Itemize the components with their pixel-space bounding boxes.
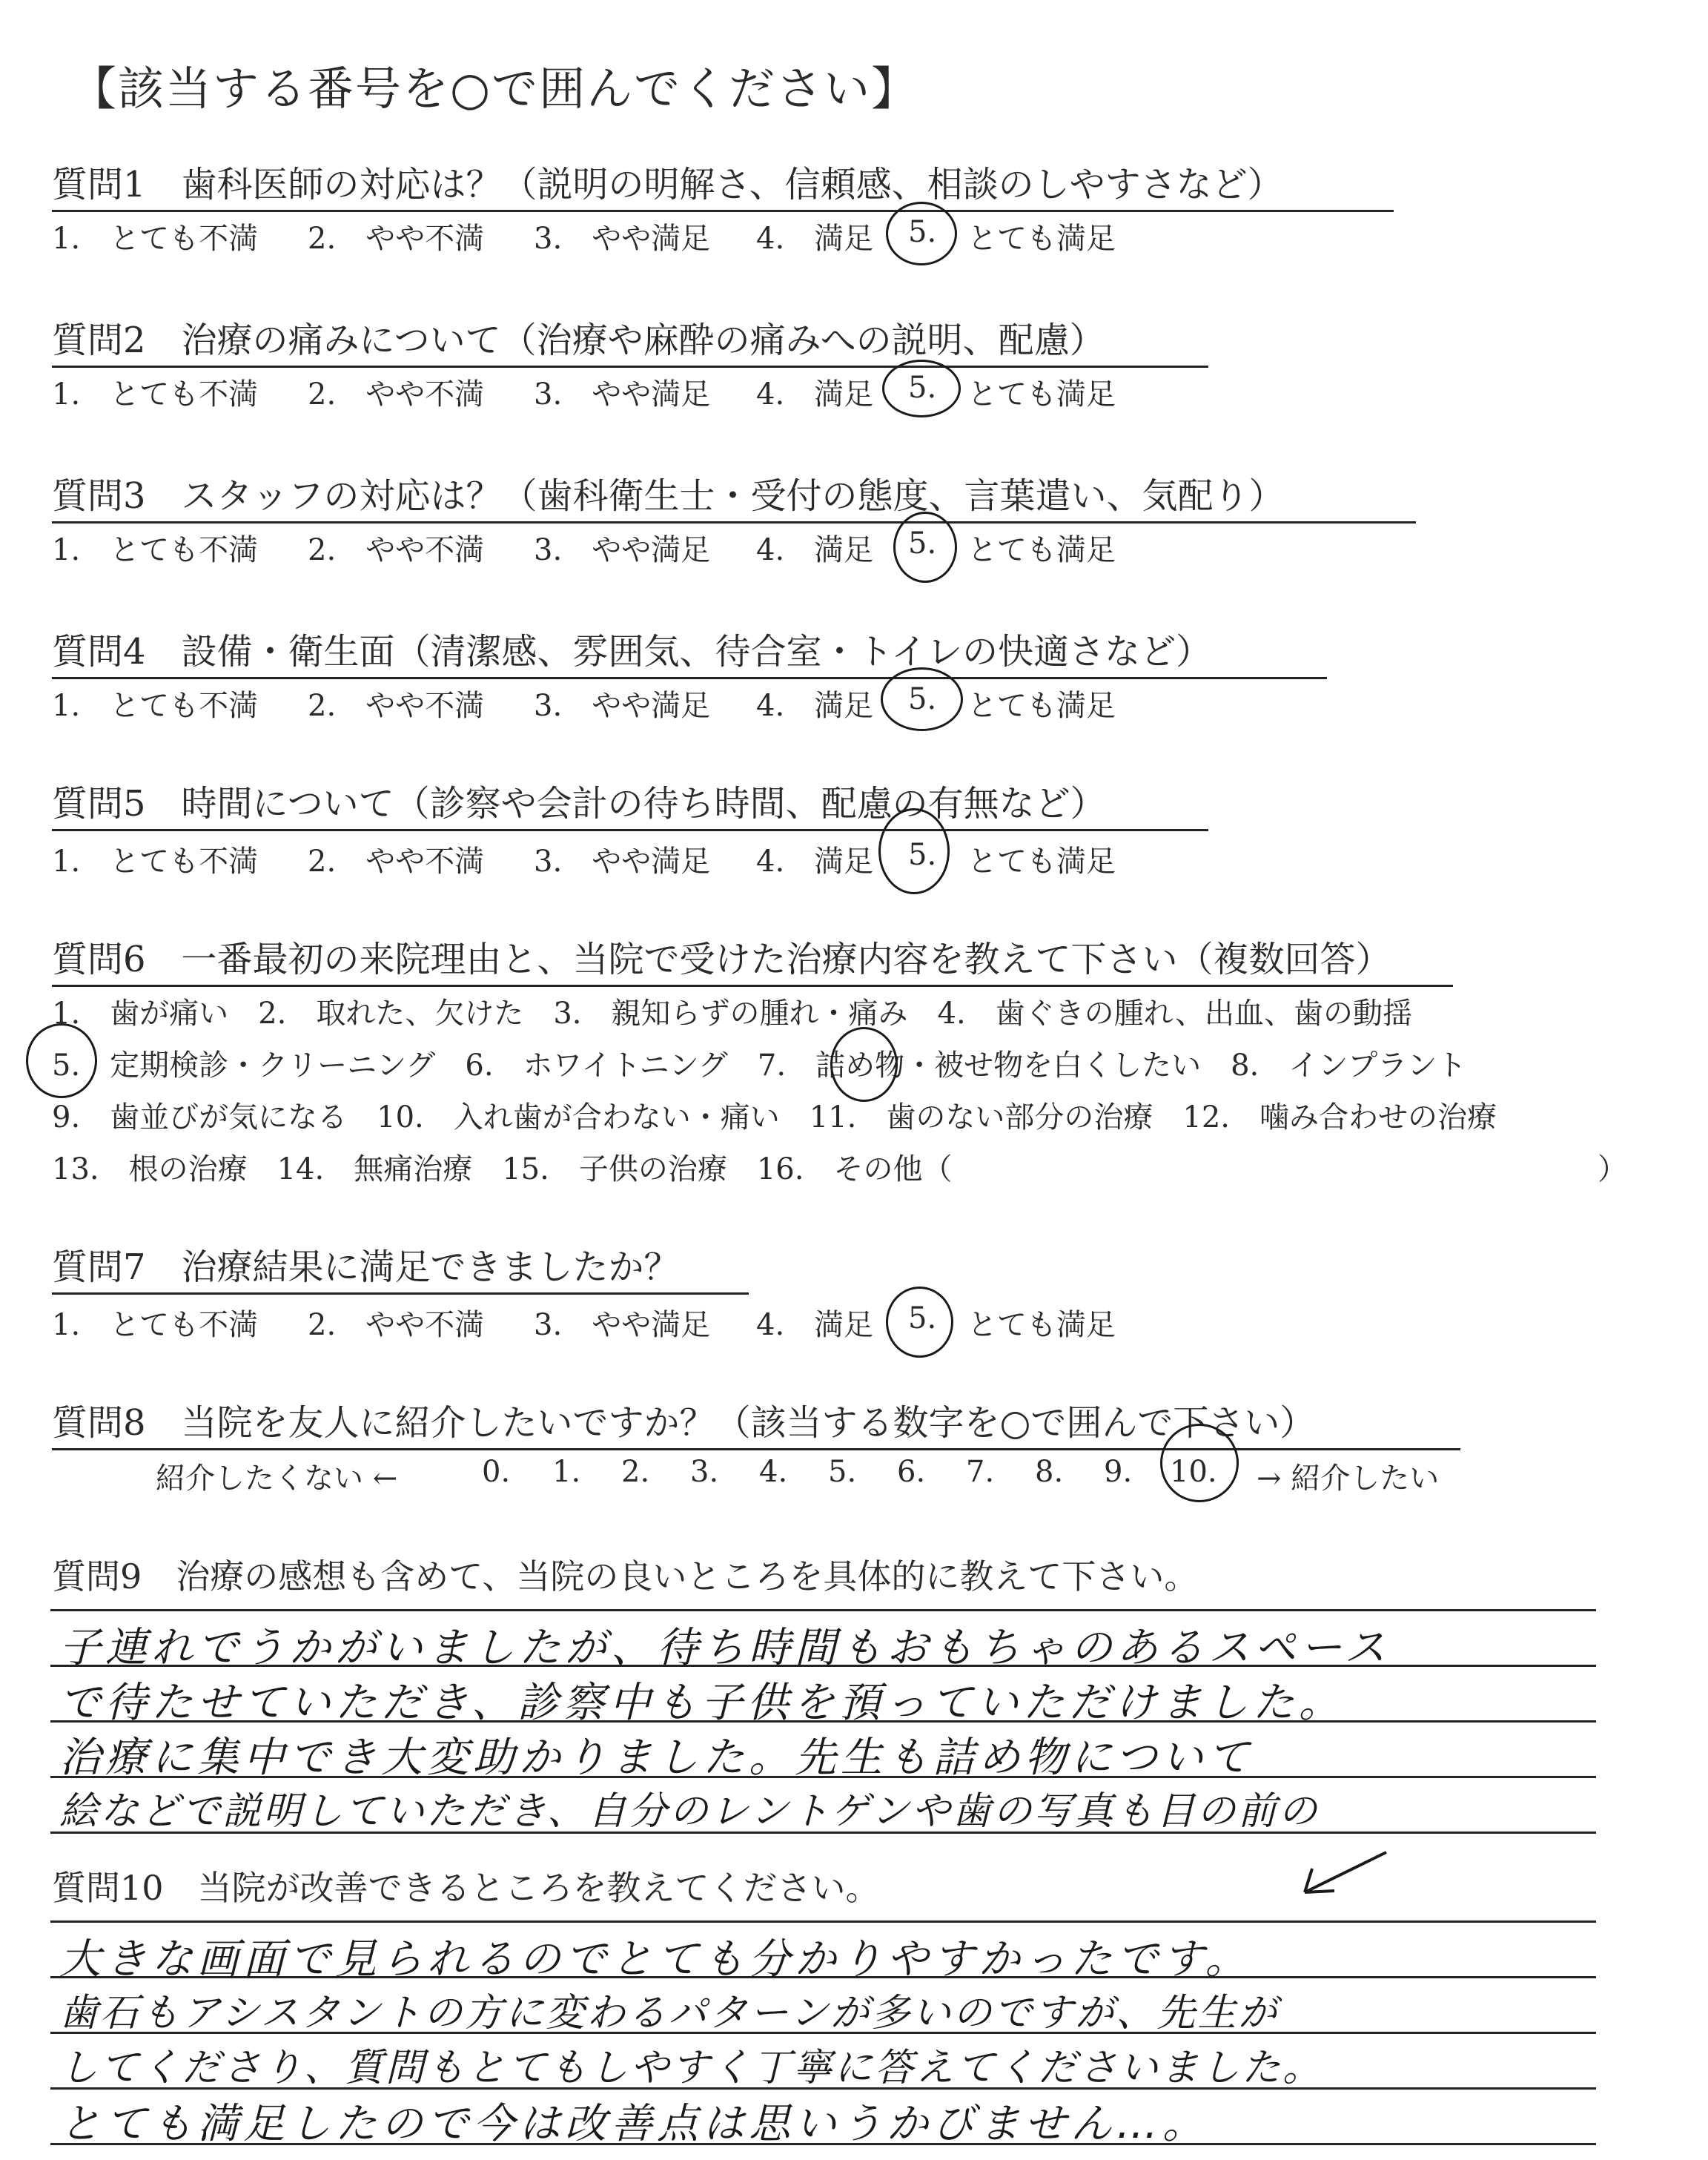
- option-2[interactable]: 2. やや不満: [308, 1308, 485, 1342]
- option-5-label: とても満足: [967, 222, 1116, 256]
- selection-circle: [1160, 1424, 1239, 1502]
- selection-circle: [881, 667, 963, 731]
- option-1[interactable]: 1. とても不満: [52, 1308, 259, 1342]
- q9-answer-line-3: 治療に集中でき大変助かりました。先生も詰め物について: [59, 1734, 1254, 1782]
- option-5[interactable]: 5.: [908, 682, 937, 716]
- question-6-other-close: ）: [1598, 1152, 1627, 1186]
- selection-circle: [893, 512, 957, 583]
- question-3-label: 質問3 スタッフの対応は？（歯科衛生士・受付の態度、言葉遣い、気配り）: [52, 467, 1416, 524]
- q10-answer-line-1: 大きな画面で見られるのでとても分かりやすかったです。: [59, 1935, 1251, 1984]
- option-1[interactable]: 1. とても不満: [52, 377, 259, 412]
- selection-circle: [26, 1023, 97, 1098]
- selection-circle: [882, 360, 961, 417]
- q8-num-2[interactable]: 2.: [621, 1455, 650, 1489]
- option-1[interactable]: 1. とても不満: [52, 222, 259, 256]
- option-5[interactable]: 5.: [908, 1301, 937, 1335]
- option-5[interactable]: 5.: [908, 371, 937, 405]
- answer-rule: [50, 1609, 1596, 1611]
- option-5-label: とても満足: [967, 845, 1116, 879]
- answer-rule: [50, 1920, 1596, 1923]
- option-2[interactable]: 2. やや不満: [308, 222, 485, 256]
- question-9-label: 質問9 治療の感想も含めて、当院の良いところを具体的に教えて下さい。: [52, 1556, 1199, 1596]
- q8-num-10[interactable]: 10.: [1170, 1455, 1217, 1489]
- arrow-icon: [1290, 1846, 1394, 1906]
- option-5-label: とても満足: [967, 377, 1116, 412]
- question-6-label: 質問6 一番最初の来院理由と、当院で受けた治療内容を教えて下さい（複数回答）: [52, 931, 1453, 987]
- q8-left-label: 紹介したくない ←: [156, 1462, 398, 1496]
- question-2-label: 質問2 治療の痛みについて（治療や麻酔の痛みへの説明、配慮）: [52, 311, 1208, 368]
- option-2[interactable]: 2. やや不満: [308, 377, 485, 412]
- q9-answer-line-2: で待たせていただき、診察中も子供を預っていただけました。: [59, 1679, 1345, 1727]
- option-2[interactable]: 2. やや不満: [308, 689, 485, 723]
- q8-num-5[interactable]: 5.: [828, 1455, 857, 1489]
- option-4[interactable]: 4. 満足: [756, 1308, 874, 1342]
- selection-circle: [886, 1287, 953, 1358]
- option-4[interactable]: 4. 満足: [756, 222, 874, 256]
- option-3[interactable]: 3. やや満足: [534, 845, 711, 879]
- option-3[interactable]: 3. やや満足: [534, 533, 711, 567]
- option-4[interactable]: 4. 満足: [756, 533, 874, 567]
- option-1[interactable]: 1. とても不満: [52, 845, 259, 879]
- option-5-label: とても満足: [967, 533, 1116, 567]
- selection-circle: [886, 202, 957, 265]
- option-1[interactable]: 1. とても不満: [52, 689, 259, 723]
- q9-answer-line-4: 絵などで説明していただき、自分のレントゲンや歯の写真も目の前の: [59, 1789, 1320, 1834]
- option-3[interactable]: 3. やや満足: [534, 377, 711, 412]
- q8-num-9[interactable]: 9.: [1104, 1455, 1133, 1489]
- q8-num-1[interactable]: 1.: [552, 1455, 581, 1489]
- q8-num-4[interactable]: 4.: [759, 1455, 788, 1489]
- q8-num-6[interactable]: 6.: [897, 1455, 926, 1489]
- selection-circle: [830, 1027, 898, 1102]
- q8-num-3[interactable]: 3.: [690, 1455, 719, 1489]
- question-6-row-3[interactable]: 9. 歯並びが気になる 10. 入れ歯が合わない・痛い 11. 歯のない部分の治療 12. 噛み合わせの治療: [52, 1100, 1497, 1135]
- option-2[interactable]: 2. やや不満: [308, 845, 485, 879]
- question-5-label: 質問5 時間について（診察や会計の待ち時間、配慮の有無など）: [52, 775, 1208, 831]
- selection-circle: [878, 808, 950, 894]
- question-6-row-2[interactable]: 5. 定期検診・クリーニング 6. ホワイトニング 7. 詰め物・被せ物を白くしたい 8. インプラント: [52, 1048, 1467, 1083]
- q10-answer-line-2: 歯石もアシスタントの方に変わるパターンが多いのですが、先生が: [59, 1991, 1280, 2035]
- q9-answer-line-1: 子連れでうかがいましたが、待ち時間もおもちゃのあるスペース: [59, 1624, 1391, 1672]
- option-5[interactable]: 5.: [908, 526, 937, 561]
- option-5[interactable]: 5.: [908, 215, 937, 249]
- question-6-row-4[interactable]: 13. 根の治療 14. 無痛治療 15. 子供の治療 16. その他（: [52, 1152, 953, 1186]
- q8-num-0[interactable]: 0.: [482, 1455, 511, 1489]
- option-5-label: とても満足: [967, 689, 1116, 723]
- option-4[interactable]: 4. 満足: [756, 845, 874, 879]
- question-8-label: 質問8 当院を友人に紹介したいですか？（該当する数字を○で囲んで下さい）: [52, 1394, 1460, 1450]
- q8-num-7[interactable]: 7.: [966, 1455, 995, 1489]
- option-3[interactable]: 3. やや満足: [534, 222, 711, 256]
- option-3[interactable]: 3. やや満足: [534, 689, 711, 723]
- option-4[interactable]: 4. 満足: [756, 689, 874, 723]
- question-10-label: 質問10 当院が改善できるところを教えてください。: [52, 1868, 880, 1908]
- question-1-label: 質問1 歯科医師の対応は？（説明の明解さ、信頼感、相談のしやすさなど）: [52, 156, 1394, 212]
- option-3[interactable]: 3. やや満足: [534, 1308, 711, 1342]
- option-2[interactable]: 2. やや不満: [308, 533, 485, 567]
- q8-right-label: → 紹介したい: [1257, 1462, 1440, 1496]
- page-title: 【該当する番号を○で囲んでください】: [70, 62, 919, 116]
- q8-num-8[interactable]: 8.: [1035, 1455, 1064, 1489]
- question-4-label: 質問4 設備・衛生面（清潔感、雰囲気、待合室・トイレの快適さなど）: [52, 623, 1327, 679]
- question-7-label: 質問7 治療結果に満足できましたか？: [52, 1238, 749, 1295]
- option-4[interactable]: 4. 満足: [756, 377, 874, 412]
- q10-answer-line-4: とても満足したので今は改善点は思いうかびません…。: [59, 2100, 1208, 2148]
- option-5[interactable]: 5.: [908, 838, 937, 872]
- option-5-label: とても満足: [967, 1308, 1116, 1342]
- q10-answer-line-3: してくださり、質問もとてもしやすく丁寧に答えてくださいました。: [59, 2046, 1324, 2090]
- question-6-row-1[interactable]: 1. 歯が痛い 2. 取れた、欠けた 3. 親知らずの腫れ・痛み 4. 歯ぐきの腫れ、出血、歯の動揺: [52, 997, 1413, 1031]
- option-1[interactable]: 1. とても不満: [52, 533, 259, 567]
